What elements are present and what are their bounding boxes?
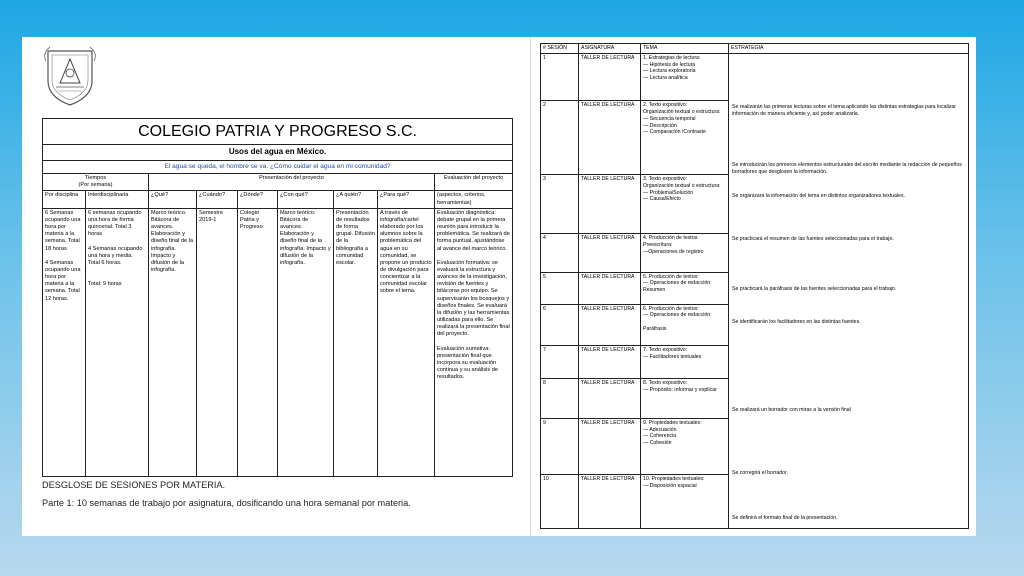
- session-subject: TALLER DE LECTURA: [579, 272, 641, 304]
- session-topic: 6. Producción de textos: — Operaciones de redacción: Paráfrasis: [641, 304, 729, 345]
- session-number: 8: [541, 379, 579, 418]
- school-name: COLEGIO PATRIA Y PROGRESO S.C.: [43, 119, 513, 145]
- col-cuando: ¿Cuándo?: [197, 191, 238, 208]
- session-topic: 7. Texto expositivo: — Facilitadores textuales: [641, 346, 729, 379]
- strategy-cell: [729, 53, 969, 528]
- col-que: ¿Qué?: [149, 191, 197, 208]
- session-subject: TALLER DE LECTURA: [579, 304, 641, 345]
- session-number: 6: [541, 304, 579, 345]
- strategy-list: [729, 54, 968, 528]
- col-donde: ¿Dónde?: [238, 191, 278, 208]
- strategy-item: Se realizarán las primeras lecturas sobre el tema aplicando las distintas estrategias para localizar información de manera eficiente y, así poder analizarla.: [732, 103, 957, 117]
- header-asignatura: ASIGNATURA: [579, 44, 641, 54]
- session-number: 3: [541, 175, 579, 234]
- header-tema: TEMA: [641, 44, 729, 54]
- strategy-item: Se corregirá el borrador.: [732, 469, 788, 476]
- cell-donde: Colegio Patria y Progreso: [238, 208, 278, 476]
- session-number: 10: [541, 474, 579, 528]
- session-number: 7: [541, 346, 579, 379]
- cell-interdisciplinaria: 6 semanas ocupando una hora de forma quincenal. Total 3 horas 4 Semanas ocupando una hora y media. Total 6 horas. Total: 9 horas: [86, 208, 149, 476]
- session-topic: 3. Texto expositivo: Organización textual o estructura: — Problema/Solución — Causa/Efecto: [641, 175, 729, 234]
- session-number: 1: [541, 53, 579, 101]
- session-topic: 1. Estrategias de lectura: — Hipótesis de lectura — Lectura exploratoria — Lectura analítica: [641, 53, 729, 101]
- session-topic: 4. Producción de textos: Preescritura: —Operaciones de registro: [641, 234, 729, 272]
- session-subject: TALLER DE LECTURA: [579, 101, 641, 175]
- session-subject: TALLER DE LECTURA: [579, 346, 641, 379]
- session-topic: 9. Propiedades textuales: — Adecuación — Coherencia — Cohesión: [641, 418, 729, 474]
- session-subject: TALLER DE LECTURA: [579, 234, 641, 272]
- col-para-que: ¿Para qué?: [378, 191, 435, 208]
- subject-title: Usos del agua en México.: [43, 145, 513, 160]
- strategy-item: Se identificarán los facilitadores en las distintas fuentes.: [732, 318, 861, 325]
- header-presentacion: Presentación del proyecto: [149, 174, 435, 191]
- session-topic: 8. Texto expositivo: — Propósito: informar y explicar: [641, 379, 729, 418]
- strategy-item: Se introducirán los primeros elementos estructurales del escrito mediante la redacción de pequeños borradores que desglosen la información.: [732, 161, 962, 175]
- cell-para-que: A través de infografía/cartel elaborado por los alumnos sobre la problemática del agua en su comunidad, se propone un producto de divulgación para concientizar a la comunidad escolar sobre el tema.: [378, 208, 435, 476]
- session-subject: TALLER DE LECTURA: [579, 175, 641, 234]
- part-one-description: Parte 1: 10 semanas de trabajo por asignatura, dosificando una hora semanal por materia.: [42, 498, 411, 508]
- session-number: 4: [541, 234, 579, 272]
- header-session: # SESIÓN: [541, 44, 579, 54]
- strategy-item: Se definirá el formato final de la presentación.: [732, 514, 838, 521]
- col-a-quien: ¿A quién?: [334, 191, 378, 208]
- col-con-que: ¿Con qué?: [278, 191, 334, 208]
- cell-evaluacion: Evaluación diagnóstica: debate grupal en la primera reunión para introducir la problemática. Se realizará de forma puntual, ajustándose al avance del marco teórico. Evaluación formativa: se evaluará la estructura y avances de la investigación, revisión de fuentes y bitácoras por equipo. Se supervisarán los bosquejos y diseños finales. Se evaluará la difusión y las herramientas utilizadas para ello. Se realizará la presentación final del proyecto. Evaluación sumativa: presentación final que incorpora su evaluación continua y su análisis de resultados.: [435, 208, 513, 476]
- project-plan-table: [42, 118, 513, 477]
- header-estrategia: ESTRATEGIA: [729, 44, 969, 54]
- left-notes: [42, 480, 411, 516]
- slide-page: [22, 37, 976, 536]
- page-divider: [530, 37, 531, 536]
- session-subject: TALLER DE LECTURA: [579, 53, 641, 101]
- col-por-disciplina: Por disciplina: [43, 191, 86, 208]
- session-number: 2: [541, 101, 579, 175]
- session-subject: TALLER DE LECTURA: [579, 474, 641, 528]
- cell-por-disciplina: 6 Semanas ocupando una hora por materia a la semana. Total 18 horas 4 Semanas ocupando una hora por materia a la semana. Total 12 horas.: [43, 208, 86, 476]
- cell-a-quien: Presentación de resultados de forma grupal. Difusión de la bibliografía a comunidad escolar.: [334, 208, 378, 476]
- session-subject: TALLER DE LECTURA: [579, 379, 641, 418]
- sessions-table: [540, 43, 969, 529]
- session-number: 9: [541, 418, 579, 474]
- school-logo: [42, 43, 98, 107]
- header-evaluacion: Evaluación del proyecto: [435, 174, 513, 191]
- strategy-item: Se practicará el resumen de las fuentes seleccionadas para el trabajo.: [732, 235, 894, 242]
- session-topic: 10. Propiedades textuales: — Disposición espacial: [641, 474, 729, 528]
- strategy-item: Se organizará la información del tema en distintos organizadores textuales.: [732, 192, 906, 199]
- col-aspectos: (aspectos, criterios, herramientas): [435, 191, 513, 208]
- session-topic: 5. Producción de textos: — Operaciones de redacción: Resumen: [641, 272, 729, 304]
- cell-que: Marco teórico. Bitácora de avances. Elaboración y diseño final de la infografía. Impacto y difusión de la infografía.: [149, 208, 197, 476]
- session-topic: 2. Texto expositivo: Organización textual o estructura: — Secuencia temporal — Descripción — Comparación /Contraste: [641, 101, 729, 175]
- strategy-item: Se realizará un borrador con miras a la versión final: [732, 406, 851, 413]
- strategy-item: Se practicará la paráfrasis de las fuentes seleccionadas para el trabajo.: [732, 285, 897, 292]
- project-title: El agua se queda, el hombre se va. ¿Cómo cuidar el agua en mi comunidad?: [43, 160, 513, 173]
- header-tiempos: Tiempos (Por semana): [43, 174, 149, 191]
- cell-cuando: Semestre 2019-1: [197, 208, 238, 476]
- session-number: 5: [541, 272, 579, 304]
- sessions-breakdown-title: DESGLOSE DE SESIONES POR MATERIA.: [42, 480, 226, 490]
- cell-con-que: Marco teórico. Bitácora de avances. Elaboración y diseño final de la infografía. Impacto y difusión de la infografía.: [278, 208, 334, 476]
- col-interdisciplinaria: Interdisciplinaria: [86, 191, 149, 208]
- session-subject: TALLER DE LECTURA: [579, 418, 641, 474]
